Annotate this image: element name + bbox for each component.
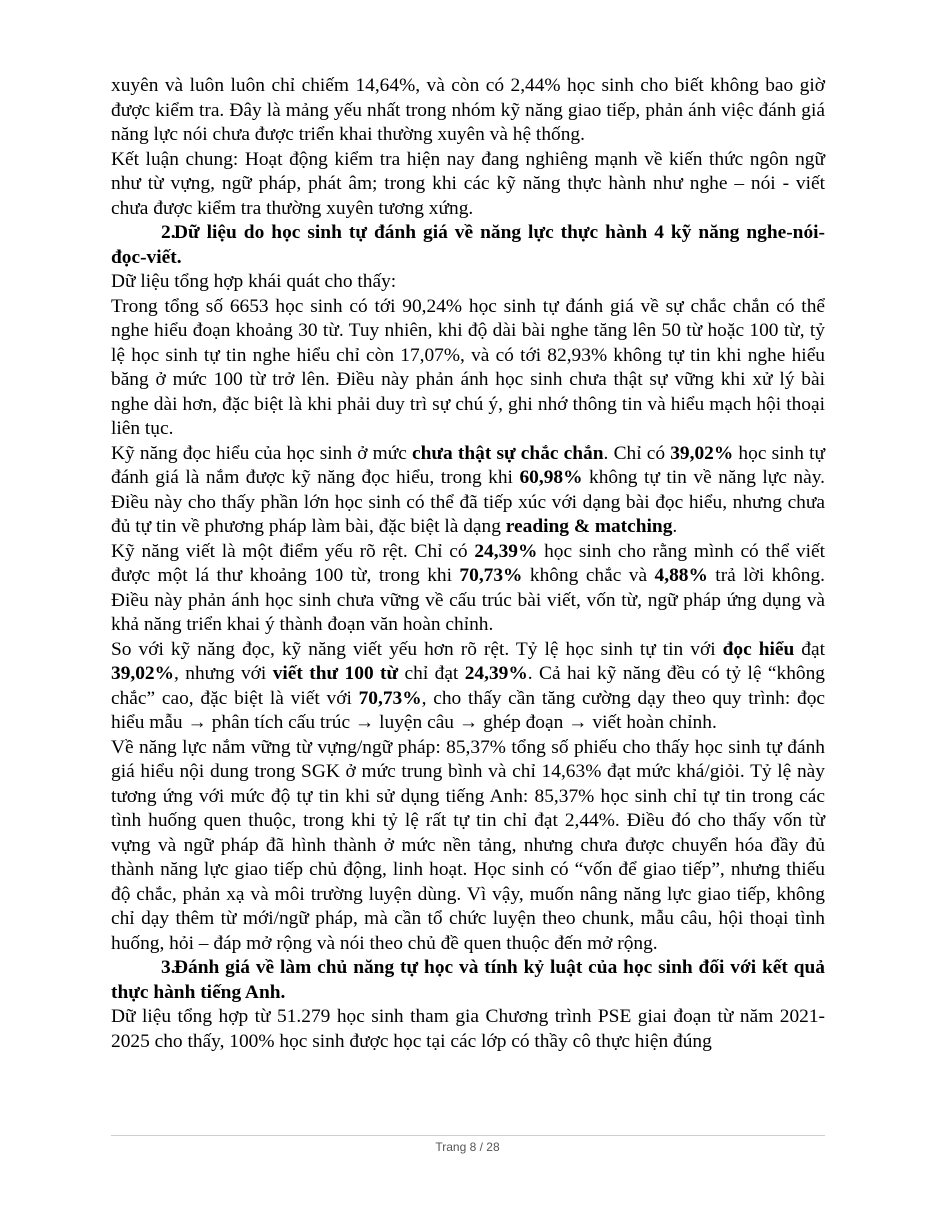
bold-percentage: 39,02% [670,442,734,464]
footer-divider [111,1135,825,1136]
text-run: . [672,516,678,537]
paragraph-pse-data: Dữ liệu tổng hợp từ 51.279 học sinh tham gia Chương trình PSE giai đoạn từ năm 2021-2025 cho thấy, 100% học sinh được học tại các lớp có thầy cô thực hiện đúng [111,1006,825,1052]
paragraph-data-summary-intro: Dữ liệu tổng hợp khái quát cho thấy: [111,271,397,292]
text-run: , cho thấy cần tăng cường dạy theo quy trình: đọc hiểu mẫu → phân tích cấu trúc → luyện câu → ghép đoạn → viết hoàn chỉnh. [111,687,826,733]
text-run: Kỹ năng viết là một điểm yếu rõ rệt. Chỉ có [111,540,475,562]
text-run: . Chỉ có [603,442,671,464]
paragraph-reading-vs-writing [111,638,825,736]
section-number-3: 3. [161,957,176,978]
text-run: chỉ đạt [398,663,465,684]
text-run: không chắc và [522,565,655,586]
text-run: học sinh cho rằng mình có thể viết được một lá thư khoảng 100 từ, trong khi [111,540,825,586]
text-run: , nhưng với [174,663,273,684]
paragraph-vocabulary-grammar: Về năng lực nắm vững từ vựng/ngữ pháp: 85,37% tổng số phiếu cho thấy học sinh tự đánh giá hiểu nội dung trong SGK ở mức trung bình và chỉ 14,63% đạt mức khá/giỏi. Tỷ lệ này tương ứng với mức độ tự tin khi sử dụng tiếng Anh: 85,37% học sinh chỉ tự tin trong các tình huống quen thuộc, trong khi tỷ lệ rất tự tin chỉ đạt 2,44%. Điều đó cho thấy vốn từ vựng và ngữ pháp đã hình thành ở mức nền tảng, nhưng chưa được chuyển hóa đầy đủ thành năng lực giao tiếp chủ động, linh hoạt. Học sinh có “vốn để giao tiếp”, nhưng thiếu độ chắc, phản xạ và môi trường luyện dùng. Vì vậy, muốn nâng năng lực giao tiếp, không chỉ dạy thêm từ mới/ngữ pháp, mà cần tổ chức luyện theo chunk, mẫu câu, hội thoại tình huống, hỏi – đáp mở rộng và nói theo chủ đề quen thuộc đến mở rộng. [111,736,825,954]
text-run: Kỹ năng đọc hiểu của học sinh ở mức [111,442,412,464]
paragraph-reading-skill [111,442,825,540]
bold-text: đọc hiểu [722,638,795,660]
text-run: không tự tin về năng lực này. Điều này cho thấy phần lớn học sinh có thể đã tiếp xúc với dạng bài đọc hiểu, nhưng chưa đủ tự tin về phương pháp làm bài, đặc biệt là dạng [111,467,825,537]
bold-percentage: 4,88% [654,565,708,586]
section-heading-3 [111,956,825,1005]
text-run: học sinh tự đánh giá là nắm được kỹ năng đọc hiểu, trong khi [111,442,825,488]
bold-percentage: 39,02% [111,663,175,684]
bold-percentage: 24,39% [464,663,528,684]
document-body [111,74,825,1054]
paragraph-writing-skill [111,540,825,638]
bold-text: chưa thật sự chắc chắn [412,442,604,464]
bold-percentage: 70,73% [459,565,523,586]
text-run: đạt [794,638,825,660]
bold-text: viết thư 100 từ [272,663,399,684]
section-number-2: 2. [161,222,176,243]
text-run: So với kỹ năng đọc, kỹ năng viết yếu hơn rõ rệt. Tỷ lệ học sinh tự tin với [111,638,723,660]
bold-percentage: 60,98% [519,467,583,488]
section-title-3: Đánh giá về làm chủ năng tự học và tính kỷ luật của học sinh đối với kết quả thực hành tiếng Anh. [111,957,825,1003]
paragraph-listening-skill: Trong tổng số 6653 học sinh có tới 90,24% học sinh tự đánh giá về sự chắc chắn có thể nghe hiểu đoạn khoảng 30 từ. Tuy nhiên, khi độ dài bài nghe tăng lên 50 từ hoặc 100 từ, tỷ lệ học sinh tự tin nghe hiểu chỉ còn 17,07%, và có tới 82,93% không tự tin khi nghe hiểu băng ở mức 100 từ trở lên. Điều này phản ánh học sinh chưa thật sự vững khi xử lý bài nghe dài hơn, đặc biệt là khi phải duy trì sự chú ý, ghi nhớ thông tin và hiểu mạch hội thoại liên tục. [111,295,825,439]
text-run: trả lời không. Điều này phản ánh học sinh chưa vững về cấu trúc bài viết, vốn từ, ngữ pháp ứng dụng và khả năng triển khai ý thành đoạn văn hoàn chỉnh. [111,565,825,635]
bold-text: reading & matching [505,516,673,537]
section-heading-2 [111,221,825,270]
text-run: . Cả hai kỹ năng đều có tỷ lệ “không chắc” cao, đặc biệt là viết với [111,663,826,709]
bold-percentage: 70,73% [358,687,422,709]
bold-percentage: 24,39% [474,540,538,562]
page-number: Trang 8 / 28 [435,1140,500,1154]
paragraph-general-conclusion: Kết luận chung: Hoạt động kiểm tra hiện nay đang nghiêng mạnh về kiến thức ngôn ngữ như từ vựng, ngữ pháp, phát âm; trong khi các kỹ năng thực hành như nghe – nói - viết chưa được kiểm tra thường xuyên tương xứng. [111,148,825,219]
paragraph-speaking-assessment: xuyên và luôn luôn chỉ chiếm 14,64%, và còn có 2,44% học sinh cho biết không bao giờ được kiểm tra. Đây là mảng yếu nhất trong nhóm kỹ năng giao tiếp, phản ánh việc đánh giá năng lực nói chưa được triển khai thường xuyên và hệ thống. [111,75,825,145]
section-title-2: Dữ liệu do học sinh tự đánh giá về năng lực thực hành 4 kỹ năng nghe-nói-đọc-viết. [111,222,825,268]
